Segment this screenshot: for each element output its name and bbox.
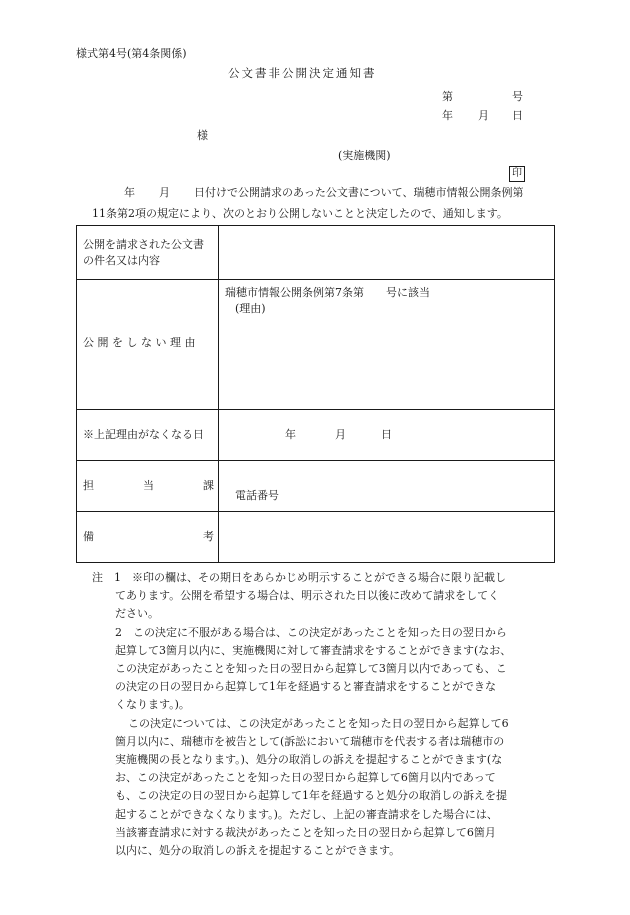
note-line: 以内に、処分の取消しの訴えを提起することができます。 [115, 844, 401, 857]
note-line: 2 この決定に不服がある場合は、この決定があったことを知った日の翌日から [115, 626, 507, 639]
addressee-suffix: 様 [197, 129, 208, 142]
note-line: この決定については、この決定があったことを知った日の翌日から起算して6 [128, 717, 509, 730]
phone-number-label: 電話番号 [235, 489, 279, 502]
body-month-label: 月 [159, 186, 170, 199]
body-text-rest: 日付けで公開請求のあった公文書について、瑞穂市情報公開条例第 [194, 186, 524, 199]
department-label-b: 当 [143, 479, 154, 492]
department-label [83, 480, 214, 491]
reason-subheading: (理由) [235, 302, 266, 315]
table-row-requested-document [77, 226, 554, 280]
body-line-2: 11条第2項の規定により、次のとおり公開しないことと決定したので、通知します。 [92, 207, 508, 220]
body-year-label: 年 [124, 186, 135, 199]
department-label-a: 担 [83, 479, 94, 492]
note-line: 当該審査請求に対する裁決があったことを知った日の翌日から起算して6箇月 [115, 826, 496, 839]
remarks-label-b: 考 [203, 530, 214, 543]
note-line: 起することができなくなります。)。ただし、上記の審査請求をした場合には、 [115, 808, 498, 821]
note-line: 注 1 ※印の欄は、その期日をあらかじめ明示することができる場合に限り記載し [92, 571, 506, 584]
expiry-year-label: 年 [285, 428, 296, 441]
expiry-day-label: 日 [381, 428, 392, 441]
requested-document-label-2: の件名又は内容 [83, 254, 160, 267]
number-suffix: 号 [512, 90, 523, 103]
date-day-label: 日 [512, 109, 523, 122]
form-number: 様式第4号(第4条関係) [76, 47, 187, 60]
table-row-reason [77, 279, 554, 410]
note-line: 実施機関の長となります。)、処分の取消しの訴えを提起することができます(な [115, 753, 503, 766]
remarks-label-a: 備 [83, 530, 94, 543]
note-line: も、この決定の日の翌日から起算して1年を経過すると処分の取消しの訴えを提 [115, 789, 507, 802]
expiry-date-label: ※上記理由がなくなる日 [83, 428, 204, 441]
seal-mark: 印 [509, 166, 525, 182]
reason-ordinance-text: 瑞穂市情報公開条例第7条第 号に該当 [225, 286, 430, 299]
note-line: てあります。公開を希望する場合は、明示された日以後に改めて請求をしてく [115, 589, 500, 602]
document-title: 公文書非公開決定通知書 [228, 66, 377, 80]
table-row-expiry-date [77, 409, 554, 461]
note-line: 起算して3箇月以内に、実施機関に対して審査請求をすることができます(なお、 [115, 644, 512, 657]
note-line: お、この決定があったことを知った日の翌日から起算して6箇月以内であって [115, 771, 496, 784]
remarks-label [83, 531, 214, 542]
requested-document-field[interactable] [225, 236, 545, 270]
date-year-label: 年 [442, 109, 453, 122]
body-line-1 [124, 187, 523, 198]
note-line: くなります。)。 [115, 698, 190, 711]
date-month-label: 月 [478, 109, 489, 122]
note-line: 箇月以内に、瑞穂市を被告として(訴訟において瑞穂市を代表する者は瑞穂市の [115, 735, 505, 748]
expiry-month-label: 月 [335, 428, 346, 441]
table-row-remarks [77, 511, 554, 562]
reason-label: 公 開 を し な い 理 由 [83, 336, 196, 349]
decision-table [76, 225, 555, 563]
note-line: この決定があったことを知った日の翌日から起算して3箇月以内であっても、こ [115, 662, 507, 675]
implementing-agency: (実施機関) [338, 149, 391, 162]
number-prefix: 第 [442, 90, 453, 103]
table-row-department [77, 460, 554, 512]
note-line: の決定の日の翌日から起算して1年を経過すると審査請求をすることができな [115, 680, 496, 693]
requested-document-label: 公開を請求された公文書 [83, 238, 204, 251]
note-line: ださい。 [115, 607, 159, 620]
department-label-c: 課 [203, 479, 214, 492]
